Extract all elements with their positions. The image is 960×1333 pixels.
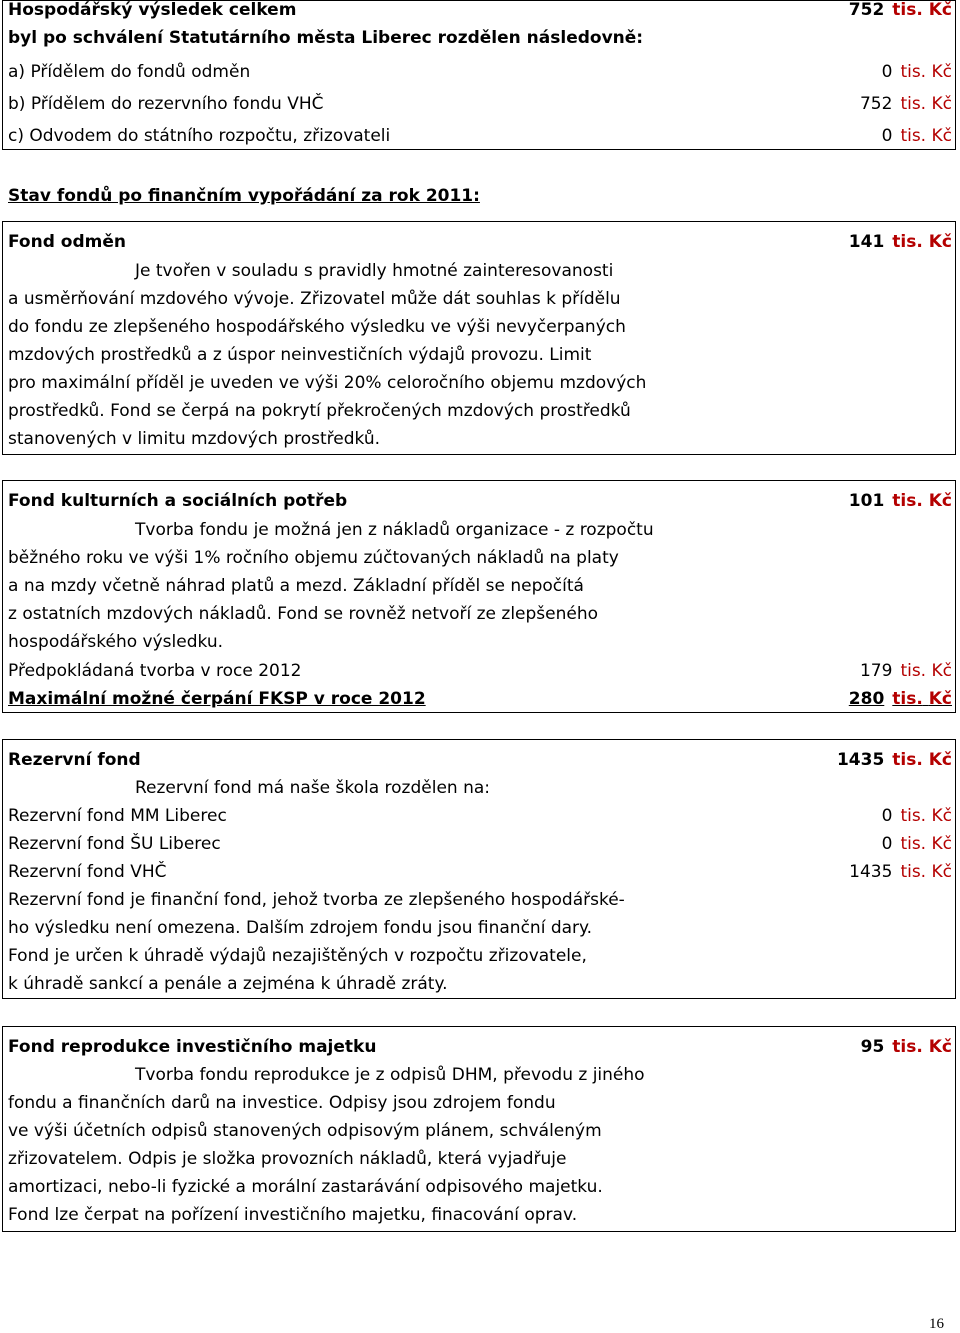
rezervni-title: Rezervní fond [8, 750, 141, 770]
rezervni-item-amount: 0 tis. Kč [881, 806, 952, 826]
rezervni-item: Rezervní fond VHČ [8, 862, 167, 882]
fond-odmen-text: pro maximální příděl je uveden ve výši 20% celoročního objemu mzdových [8, 373, 647, 393]
fond-odmen-text: Je tvořen v souladu s pravidly hmotné zainteresovanosti [135, 261, 614, 281]
fksp-text: hospodářského výsledku. [8, 632, 224, 652]
investicni-text: ve výši účetních odpisů stanovených odpisovým plánem, schváleným [8, 1121, 602, 1141]
investicni-amount: 95 tis. Kč [860, 1037, 952, 1057]
fksp-text: z ostatních mzdových nákladů. Fond se rovněž netvoří ze zlepšeného [8, 604, 599, 624]
result-item-amount: 752 tis. Kč [859, 94, 952, 114]
rezervni-item: Rezervní fond ŠU Liberec [8, 834, 221, 854]
rezervni-amount: 1435 tis. Kč [836, 750, 952, 770]
investicni-text: Fond lze čerpat na pořízení investičního majetku, finacování oprav. [8, 1205, 578, 1225]
rezervni-text: Rezervní fond je finanční fond, jehož tvorba ze zlepšeného hospodářské- [8, 890, 625, 910]
fond-odmen-text: a usměrňování mzdového vývoje. Zřizovatel může dát souhlas k přídělu [8, 289, 621, 309]
rezervni-text: ho výsledku není omezena. Dalším zdrojem fondu jsou finanční dary. [8, 918, 593, 938]
result-item-amount: 0 tis. Kč [881, 62, 952, 82]
fond-odmen-text: do fondu ze zlepšeného hospodářského výsledku ve výši nevyčerpaných [8, 317, 626, 337]
result-item-amount: 0 tis. Kč [881, 126, 952, 146]
rezervni-intro: Rezervní fond má naše škola rozdělen na: [135, 778, 490, 798]
fond-odmen-amount: 141 tis. Kč [848, 232, 952, 252]
rezervni-text: Fond je určen k úhradě výdajů nezajištěných v rozpočtu zřizovatele, [8, 946, 587, 966]
investicni-text: zřizovatelem. Odpis je složka provozních nákladů, která vyjadřuje [8, 1149, 567, 1169]
result-item: c) Odvodem do státního rozpočtu, zřizovateli [8, 126, 391, 146]
result-item: a) Přídělem do fondů odměn [8, 62, 251, 82]
fksp-text: a na mzdy včetně náhrad platů a mezd. Základní příděl se nepočítá [8, 576, 584, 596]
fond-odmen-text: mzdových prostředků a z úspor neinvestičních výdajů provozu. Limit [8, 345, 592, 365]
fksp-text: běžného roku ve výši 1% ročního objemu zúčtovaných nákladů na platy [8, 548, 619, 568]
fksp-max-amount: 280 tis. Kč [848, 689, 952, 709]
investicni-text: Tvorba fondu reprodukce je z odpisů DHM, převodu z jiného [135, 1065, 645, 1085]
investicni-text: fondu a finančních darů na investice. Odpisy jsou zdrojem fondu [8, 1093, 556, 1113]
fond-odmen-text: prostředků. Fond se čerpá na pokrytí překročených mzdových prostředků [8, 401, 631, 421]
result-subtitle: byl po schválení Statutárního města Liberec rozdělen následovně: [8, 28, 644, 48]
fond-odmen-title: Fond odměn [8, 232, 126, 252]
fksp-title: Fond kulturních a sociálních potřeb [8, 491, 348, 511]
rezervni-item-amount: 1435 tis. Kč [849, 862, 952, 882]
result-total: 752 tis. Kč [848, 0, 952, 20]
investicni-title: Fond reprodukce investičního majetku [8, 1037, 377, 1057]
investicni-text: amortizaci, nebo-li fyzické a morální zastarávání odpisového majetku. [8, 1177, 603, 1197]
fond-odmen-text: stanovených v limitu mzdových prostředků. [8, 429, 381, 449]
result-item: b) Přídělem do rezervního fondu VHČ [8, 94, 324, 114]
rezervni-item: Rezervní fond MM Liberec [8, 806, 227, 826]
fksp-planned-label: Předpokládaná tvorba v roce 2012 [8, 661, 302, 681]
page-number: 16 [929, 1316, 944, 1332]
fksp-planned-amount: 179 tis. Kč [859, 661, 952, 681]
rezervni-item-amount: 0 tis. Kč [881, 834, 952, 854]
rezervni-text: k úhradě sankcí a penále a zejména k úhradě zráty. [8, 974, 448, 994]
result-title: Hospodářský výsledek celkem [8, 0, 297, 20]
fksp-amount: 101 tis. Kč [848, 491, 952, 511]
fksp-max-label: Maximální možné čerpání FKSP v roce 2012 [8, 689, 426, 709]
fksp-text: Tvorba fondu je možná jen z nákladů organizace - z rozpočtu [135, 520, 654, 540]
funds-heading: Stav fondů po finančním vypořádání za rok 2011: [8, 186, 480, 206]
